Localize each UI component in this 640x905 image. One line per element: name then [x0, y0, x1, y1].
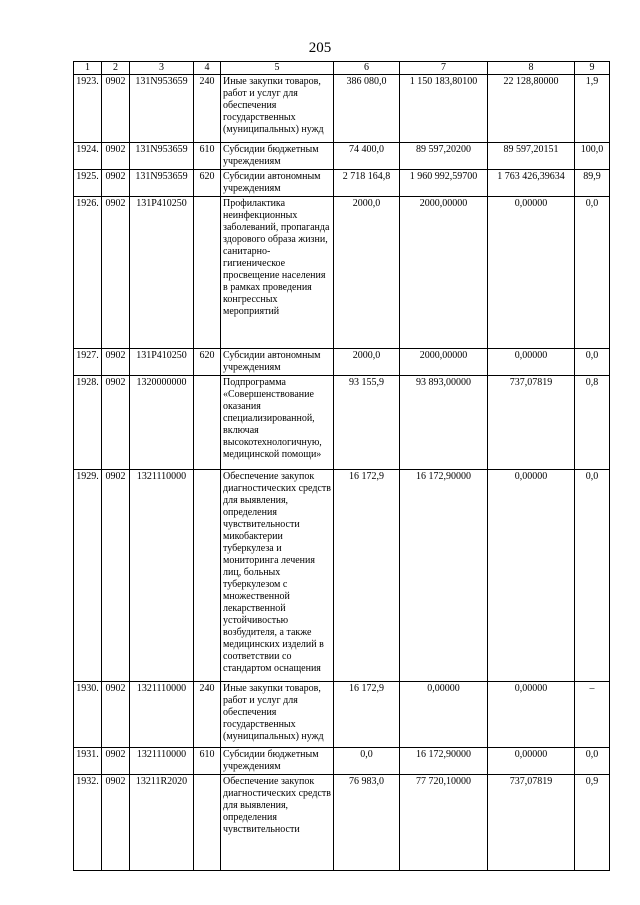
planned-amount: 16 172,9: [334, 470, 400, 682]
target-article-code: 131N953659: [130, 170, 194, 197]
item-name: Субсидии автономным учреждениям: [221, 170, 334, 197]
budget-amount: 1 150 183,80100: [400, 75, 488, 143]
expense-type-code: 240: [194, 682, 221, 748]
expense-type-code: [194, 470, 221, 682]
table-row: [74, 775, 610, 871]
planned-amount: 2000,0: [334, 197, 400, 349]
budget-amount: 77 720,10000: [400, 775, 488, 871]
page-number: 205: [308, 40, 332, 56]
target-article-code: 1321110000: [130, 470, 194, 682]
item-name: Иные закупки товаров, работ и услуг для обеспечения государственных (муниципальных) нужд: [221, 75, 334, 143]
expense-type-code: 610: [194, 143, 221, 170]
budget-amount: 2000,00000: [400, 349, 488, 376]
row-number: 1929.: [74, 470, 102, 682]
budget-amount: 0,00000: [400, 682, 488, 748]
table-row: [74, 748, 610, 775]
expense-type-code: [194, 197, 221, 349]
execution-percent: 0,8: [575, 376, 610, 470]
column-header: 1: [74, 62, 102, 75]
expense-type-code: 620: [194, 170, 221, 197]
section-code: 0902: [102, 376, 130, 470]
budget-amount: 16 172,90000: [400, 748, 488, 775]
budget-table: [73, 61, 610, 871]
section-code: 0902: [102, 170, 130, 197]
table-row: [74, 470, 610, 682]
target-article-code: 1321110000: [130, 748, 194, 775]
table-row: [74, 170, 610, 197]
execution-percent: 0,0: [575, 470, 610, 682]
column-header: 3: [130, 62, 194, 75]
table-row: [74, 75, 610, 143]
column-header: 4: [194, 62, 221, 75]
executed-amount: 737,07819: [488, 775, 575, 871]
budget-amount: 93 893,00000: [400, 376, 488, 470]
item-name: Подпрограмма «Совершенствование оказания специализированной, включая высокотехнологичную, медицинской помощи»: [221, 376, 334, 470]
target-article-code: 131N953659: [130, 143, 194, 170]
row-number: 1932.: [74, 775, 102, 871]
execution-percent: 0,9: [575, 775, 610, 871]
row-number: 1925.: [74, 170, 102, 197]
row-number: 1931.: [74, 748, 102, 775]
execution-percent: 0,0: [575, 748, 610, 775]
header-row: [74, 62, 610, 75]
expense-type-code: 610: [194, 748, 221, 775]
column-header: 7: [400, 62, 488, 75]
table-row: [74, 376, 610, 470]
item-name: Обеспечение закупок диагностических средств для выявления, определения чувствительности микобактерии туберкулеза и мониторинга лечения лиц, больных туберкулезом с множественной лекарственной устойчивостью возбудителя, а также медицинских изделий в соответствии со стандартом оснащения: [221, 470, 334, 682]
item-name: Субсидии автономным учреждениям: [221, 349, 334, 376]
planned-amount: 93 155,9: [334, 376, 400, 470]
row-number: 1930.: [74, 682, 102, 748]
row-number: 1927.: [74, 349, 102, 376]
row-number: 1926.: [74, 197, 102, 349]
executed-amount: 89 597,20151: [488, 143, 575, 170]
planned-amount: 76 983,0: [334, 775, 400, 871]
table-row: [74, 349, 610, 376]
row-number: 1924.: [74, 143, 102, 170]
executed-amount: 1 763 426,39634: [488, 170, 575, 197]
section-code: 0902: [102, 748, 130, 775]
row-number: 1923.: [74, 75, 102, 143]
item-name: Профилактика неинфекционных заболеваний, пропаганда здорового образа жизни, санитарно-гигиеническое просвещение населения в рамках проведения конгрессных мероприятий: [221, 197, 334, 349]
executed-amount: 0,00000: [488, 349, 575, 376]
executed-amount: 0,00000: [488, 748, 575, 775]
row-number: 1928.: [74, 376, 102, 470]
column-header: 5: [221, 62, 334, 75]
budget-amount: 16 172,90000: [400, 470, 488, 682]
target-article-code: 1321110000: [130, 682, 194, 748]
table-body: [74, 75, 610, 871]
planned-amount: 2 718 164,8: [334, 170, 400, 197]
section-code: 0902: [102, 75, 130, 143]
executed-amount: 0,00000: [488, 197, 575, 349]
execution-percent: 89,9: [575, 170, 610, 197]
execution-percent: 1,9: [575, 75, 610, 143]
budget-amount: 89 597,20200: [400, 143, 488, 170]
executed-amount: 737,07819: [488, 376, 575, 470]
column-header: 6: [334, 62, 400, 75]
column-header: 2: [102, 62, 130, 75]
execution-percent: 100,0: [575, 143, 610, 170]
table-row: [74, 682, 610, 748]
item-name: Обеспечение закупок диагностических средств для выявления, определения чувствительности: [221, 775, 334, 871]
table-row: [74, 143, 610, 170]
execution-percent: 0,0: [575, 349, 610, 376]
executed-amount: 0,00000: [488, 470, 575, 682]
item-name: Субсидии бюджетным учреждениям: [221, 748, 334, 775]
target-article-code: 1320000000: [130, 376, 194, 470]
budget-amount: 1 960 992,59700: [400, 170, 488, 197]
budget-amount: 2000,00000: [400, 197, 488, 349]
planned-amount: 16 172,9: [334, 682, 400, 748]
executed-amount: 0,00000: [488, 682, 575, 748]
target-article-code: 131N953659: [130, 75, 194, 143]
planned-amount: 0,0: [334, 748, 400, 775]
item-name: Иные закупки товаров, работ и услуг для обеспечения государственных (муниципальных) нужд: [221, 682, 334, 748]
column-header: 9: [575, 62, 610, 75]
execution-percent: –: [575, 682, 610, 748]
section-code: 0902: [102, 349, 130, 376]
item-name: Субсидии бюджетным учреждениям: [221, 143, 334, 170]
expense-type-code: 620: [194, 349, 221, 376]
target-article-code: 131P410250: [130, 197, 194, 349]
table-row: [74, 197, 610, 349]
expense-type-code: [194, 775, 221, 871]
section-code: 0902: [102, 682, 130, 748]
expense-type-code: 240: [194, 75, 221, 143]
section-code: 0902: [102, 197, 130, 349]
column-header: 8: [488, 62, 575, 75]
section-code: 0902: [102, 775, 130, 871]
section-code: 0902: [102, 470, 130, 682]
section-code: 0902: [102, 143, 130, 170]
target-article-code: 13211R2020: [130, 775, 194, 871]
execution-percent: 0,0: [575, 197, 610, 349]
planned-amount: 74 400,0: [334, 143, 400, 170]
planned-amount: 2000,0: [334, 349, 400, 376]
expense-type-code: [194, 376, 221, 470]
planned-amount: 386 080,0: [334, 75, 400, 143]
executed-amount: 22 128,80000: [488, 75, 575, 143]
target-article-code: 131P410250: [130, 349, 194, 376]
